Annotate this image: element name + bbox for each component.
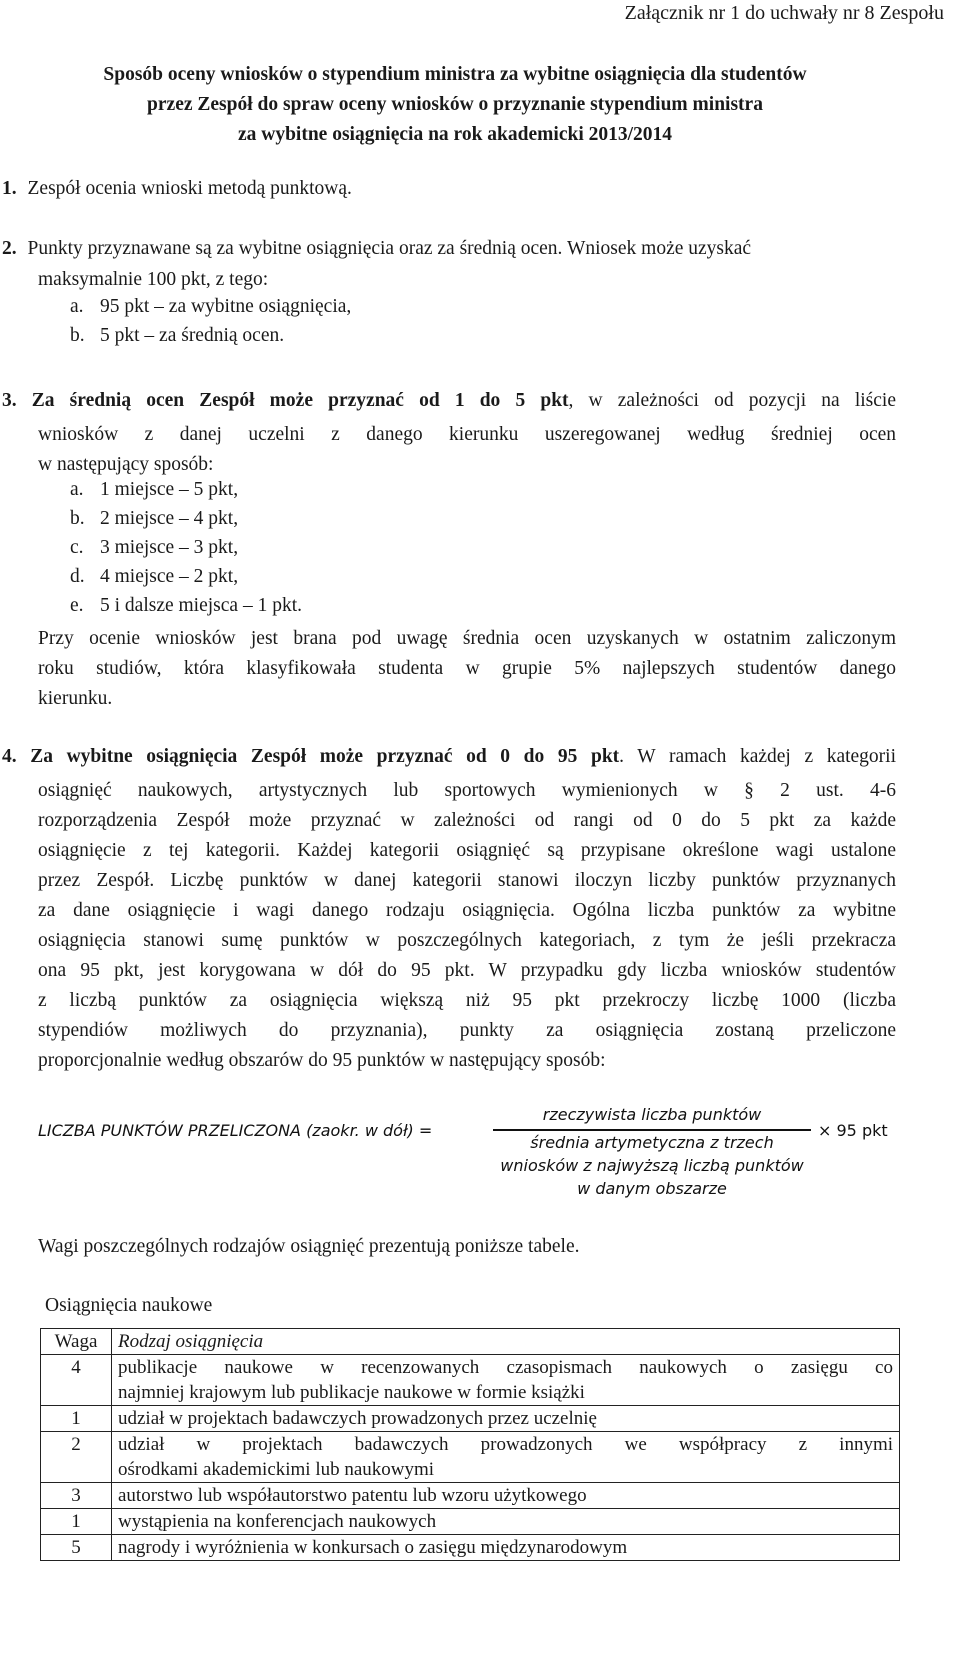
list-text: 95 pkt – za wybitne osiągnięcia, (100, 296, 352, 317)
document-title-line-2: przez Zespół do spraw oceny wniosków o przyznanie stypendium ministra (147, 94, 763, 115)
list-letter: b. (70, 325, 85, 346)
point-2-line-1 (2, 238, 751, 260)
point-3-item-e (70, 595, 302, 617)
table-title: Osiągnięcia naukowe (45, 1295, 213, 1316)
weight-cell: 1 (41, 1406, 112, 1432)
document-title-line-1: Sposób oceny wniosków o stypendium ministra za wybitne osiągnięcia dla studentów (103, 64, 807, 85)
point-3-note-line-3: kierunku. (38, 688, 113, 709)
point-2-text: Punkty przyznawane są za wybitne osiągnięcia oraz za średnią ocen. Wniosek może uzyskać (27, 238, 752, 259)
weight-cell: 3 (41, 1483, 112, 1509)
point-3-item-b (70, 508, 238, 530)
type-line: najmniej krajowym lub publikacje naukowe w formie książki (118, 1382, 585, 1403)
fraction-bar (493, 1129, 811, 1131)
point-1-text: Zespół ocenia wnioski metodą punktową. (27, 178, 352, 199)
point-1-number: 1. (2, 178, 17, 199)
table-row (41, 1432, 900, 1483)
formula-denominator-line-3: w danym obszarze (577, 1179, 727, 1198)
weight-cell: 2 (41, 1432, 112, 1483)
point-4-line: przez Zespół. Liczbę punktów w danej kategorii stanowi iloczyn liczby punktów przyznanych (38, 870, 896, 891)
formula-numerator: rzeczywista liczba punktów (542, 1105, 762, 1124)
point-3-item-d (70, 566, 238, 588)
point-3-number: 3. (2, 390, 17, 411)
list-text: 3 miejsce – 3 pkt, (100, 537, 239, 558)
formula-lhs: LICZBA PUNKTÓW PRZELICZONA (zaokr. w dół) = (38, 1121, 433, 1140)
document-title-line-3: za wybitne osiągnięcia na rok akademicki 2013/2014 (237, 124, 673, 145)
point-4-line: stypendiów możliwych do przyznania), punkty za osiągnięcia zostaną przeliczone (38, 1020, 896, 1041)
table-header-row (41, 1329, 900, 1355)
type-cell (112, 1432, 900, 1483)
point-3-item-a (70, 479, 238, 501)
list-text: 5 i dalsze miejsca – 1 pkt. (100, 595, 302, 616)
list-letter: a. (70, 479, 84, 500)
list-letter: a. (70, 296, 84, 317)
point-4-line: osiągnięć naukowych, artystycznych lub sportowych wymienionych w § 2 ust. 4-6 (38, 780, 896, 801)
point-4-number: 4. (2, 746, 17, 767)
point-4-line: rozporządzenia Zespół może przyznać w zależności od rangi od 0 do 5 pkt za każde (38, 810, 896, 831)
weights-intro: Wagi poszczególnych rodzajów osiągnięć prezentują poniższe tabele. (38, 1236, 580, 1257)
formula-denominator-line-1: średnia artymetyczna z trzech (530, 1133, 774, 1152)
table-row (41, 1355, 900, 1406)
point-2-item-b (70, 325, 284, 347)
weight-cell: 1 (41, 1509, 112, 1535)
type-cell: nagrody i wyróżnienia w konkursach o zasięgu międzynarodowym (112, 1535, 900, 1561)
header-weight: Waga (41, 1329, 112, 1355)
point-3-note-line-2: roku studiów, która klasyfikowała studenta w grupie 5% najlepszych studentów danego (38, 658, 896, 679)
type-cell: autorstwo lub współautorstwo patentu lub wzoru użytkowego (112, 1483, 900, 1509)
point-3-line-1 (2, 390, 896, 412)
point-3-text: , w zależności od pozycji na liście (568, 390, 897, 411)
weight-cell: 5 (41, 1535, 112, 1561)
type-cell: wystąpienia na konferencjach naukowych (112, 1509, 900, 1535)
point-4-line: proporcjonalnie według obszarów do 95 punktów w następujący sposób: (38, 1050, 606, 1071)
formula-multiplier: × 95 pkt (818, 1121, 888, 1140)
list-text: 2 miejsce – 4 pkt, (100, 508, 239, 529)
achievements-table (40, 1328, 900, 1561)
table-row (41, 1535, 900, 1561)
table-row (41, 1406, 900, 1432)
type-line: ośrodkami akademickimi lub naukowymi (118, 1459, 435, 1480)
list-text: 5 pkt – za średnią ocen. (100, 325, 285, 346)
point-3-bold-text: Za średnią ocen Zespół może przyznać od 1 do 5 pkt (31, 390, 569, 411)
list-letter: c. (70, 537, 84, 558)
point-1 (2, 178, 352, 200)
point-3-line-3: w następujący sposób: (38, 454, 214, 475)
point-4-line: osiągnięcie z tej kategorii. Każdej kategorii osiągnięć są przypisane określone wagi ustalone (38, 840, 896, 861)
point-4-line: ona 95 pkt, jest korygowana w dół do 95 pkt. W przypadku gdy liczba wniosków studentów (38, 960, 896, 981)
list-letter: e. (70, 595, 84, 616)
point-4-line: za dane osiągnięcie i wagi danego rodzaju osiągnięcia. Ogólna liczba punktów za wybitne (38, 900, 896, 921)
point-2-number: 2. (2, 238, 17, 259)
list-letter: d. (70, 566, 85, 587)
point-2-item-a (70, 296, 351, 318)
list-text: 4 miejsce – 2 pkt, (100, 566, 239, 587)
header-type: Rodzaj osiągnięcia (112, 1329, 900, 1355)
point-3-line-2: wniosków z danej uczelni z danego kierunku uszeregowanej według średniej ocen (38, 424, 896, 445)
formula-denominator-line-2: wniosków z najwyższą liczbą punktów (500, 1156, 804, 1175)
attachment-header: Załącznik nr 1 do uchwały nr 8 Zespołu (624, 2, 944, 24)
type-cell: udział w projektach badawczych prowadzonych przez uczelnię (112, 1406, 900, 1432)
weight-cell: 4 (41, 1355, 112, 1406)
point-4-line: z liczbą punktów za osiągnięcia większą niż 95 pkt przekroczy liczbę 1000 (liczba (38, 990, 896, 1011)
table-row (41, 1483, 900, 1509)
point-4-line: osiągnięcia stanowi sumę punktów w poszczególnych kategoriach, z tym że jeśli przekracza (38, 930, 896, 951)
point-4-bold-text: Za wybitne osiągnięcia Zespół może przyznać od 0 do 95 pkt (30, 746, 620, 767)
list-text: 1 miejsce – 5 pkt, (100, 479, 239, 500)
type-line: publikacje naukowe w recenzowanych czasopismach naukowych o zasięgu co (118, 1357, 893, 1378)
list-letter: b. (70, 508, 85, 529)
point-4-text: . W ramach każdej z kategorii (619, 746, 897, 767)
point-4-line-1 (2, 746, 896, 768)
point-3-note-line-1: Przy ocenie wniosków jest brana pod uwagę średnia ocen uzyskanych w ostatnim zaliczonym (38, 628, 896, 649)
type-cell (112, 1355, 900, 1406)
point-2-line-2: maksymalnie 100 pkt, z tego: (38, 269, 269, 290)
point-3-item-c (70, 537, 238, 559)
table-row (41, 1509, 900, 1535)
type-line: udział w projektach badawczych prowadzonych we współpracy z innymi (118, 1434, 893, 1455)
